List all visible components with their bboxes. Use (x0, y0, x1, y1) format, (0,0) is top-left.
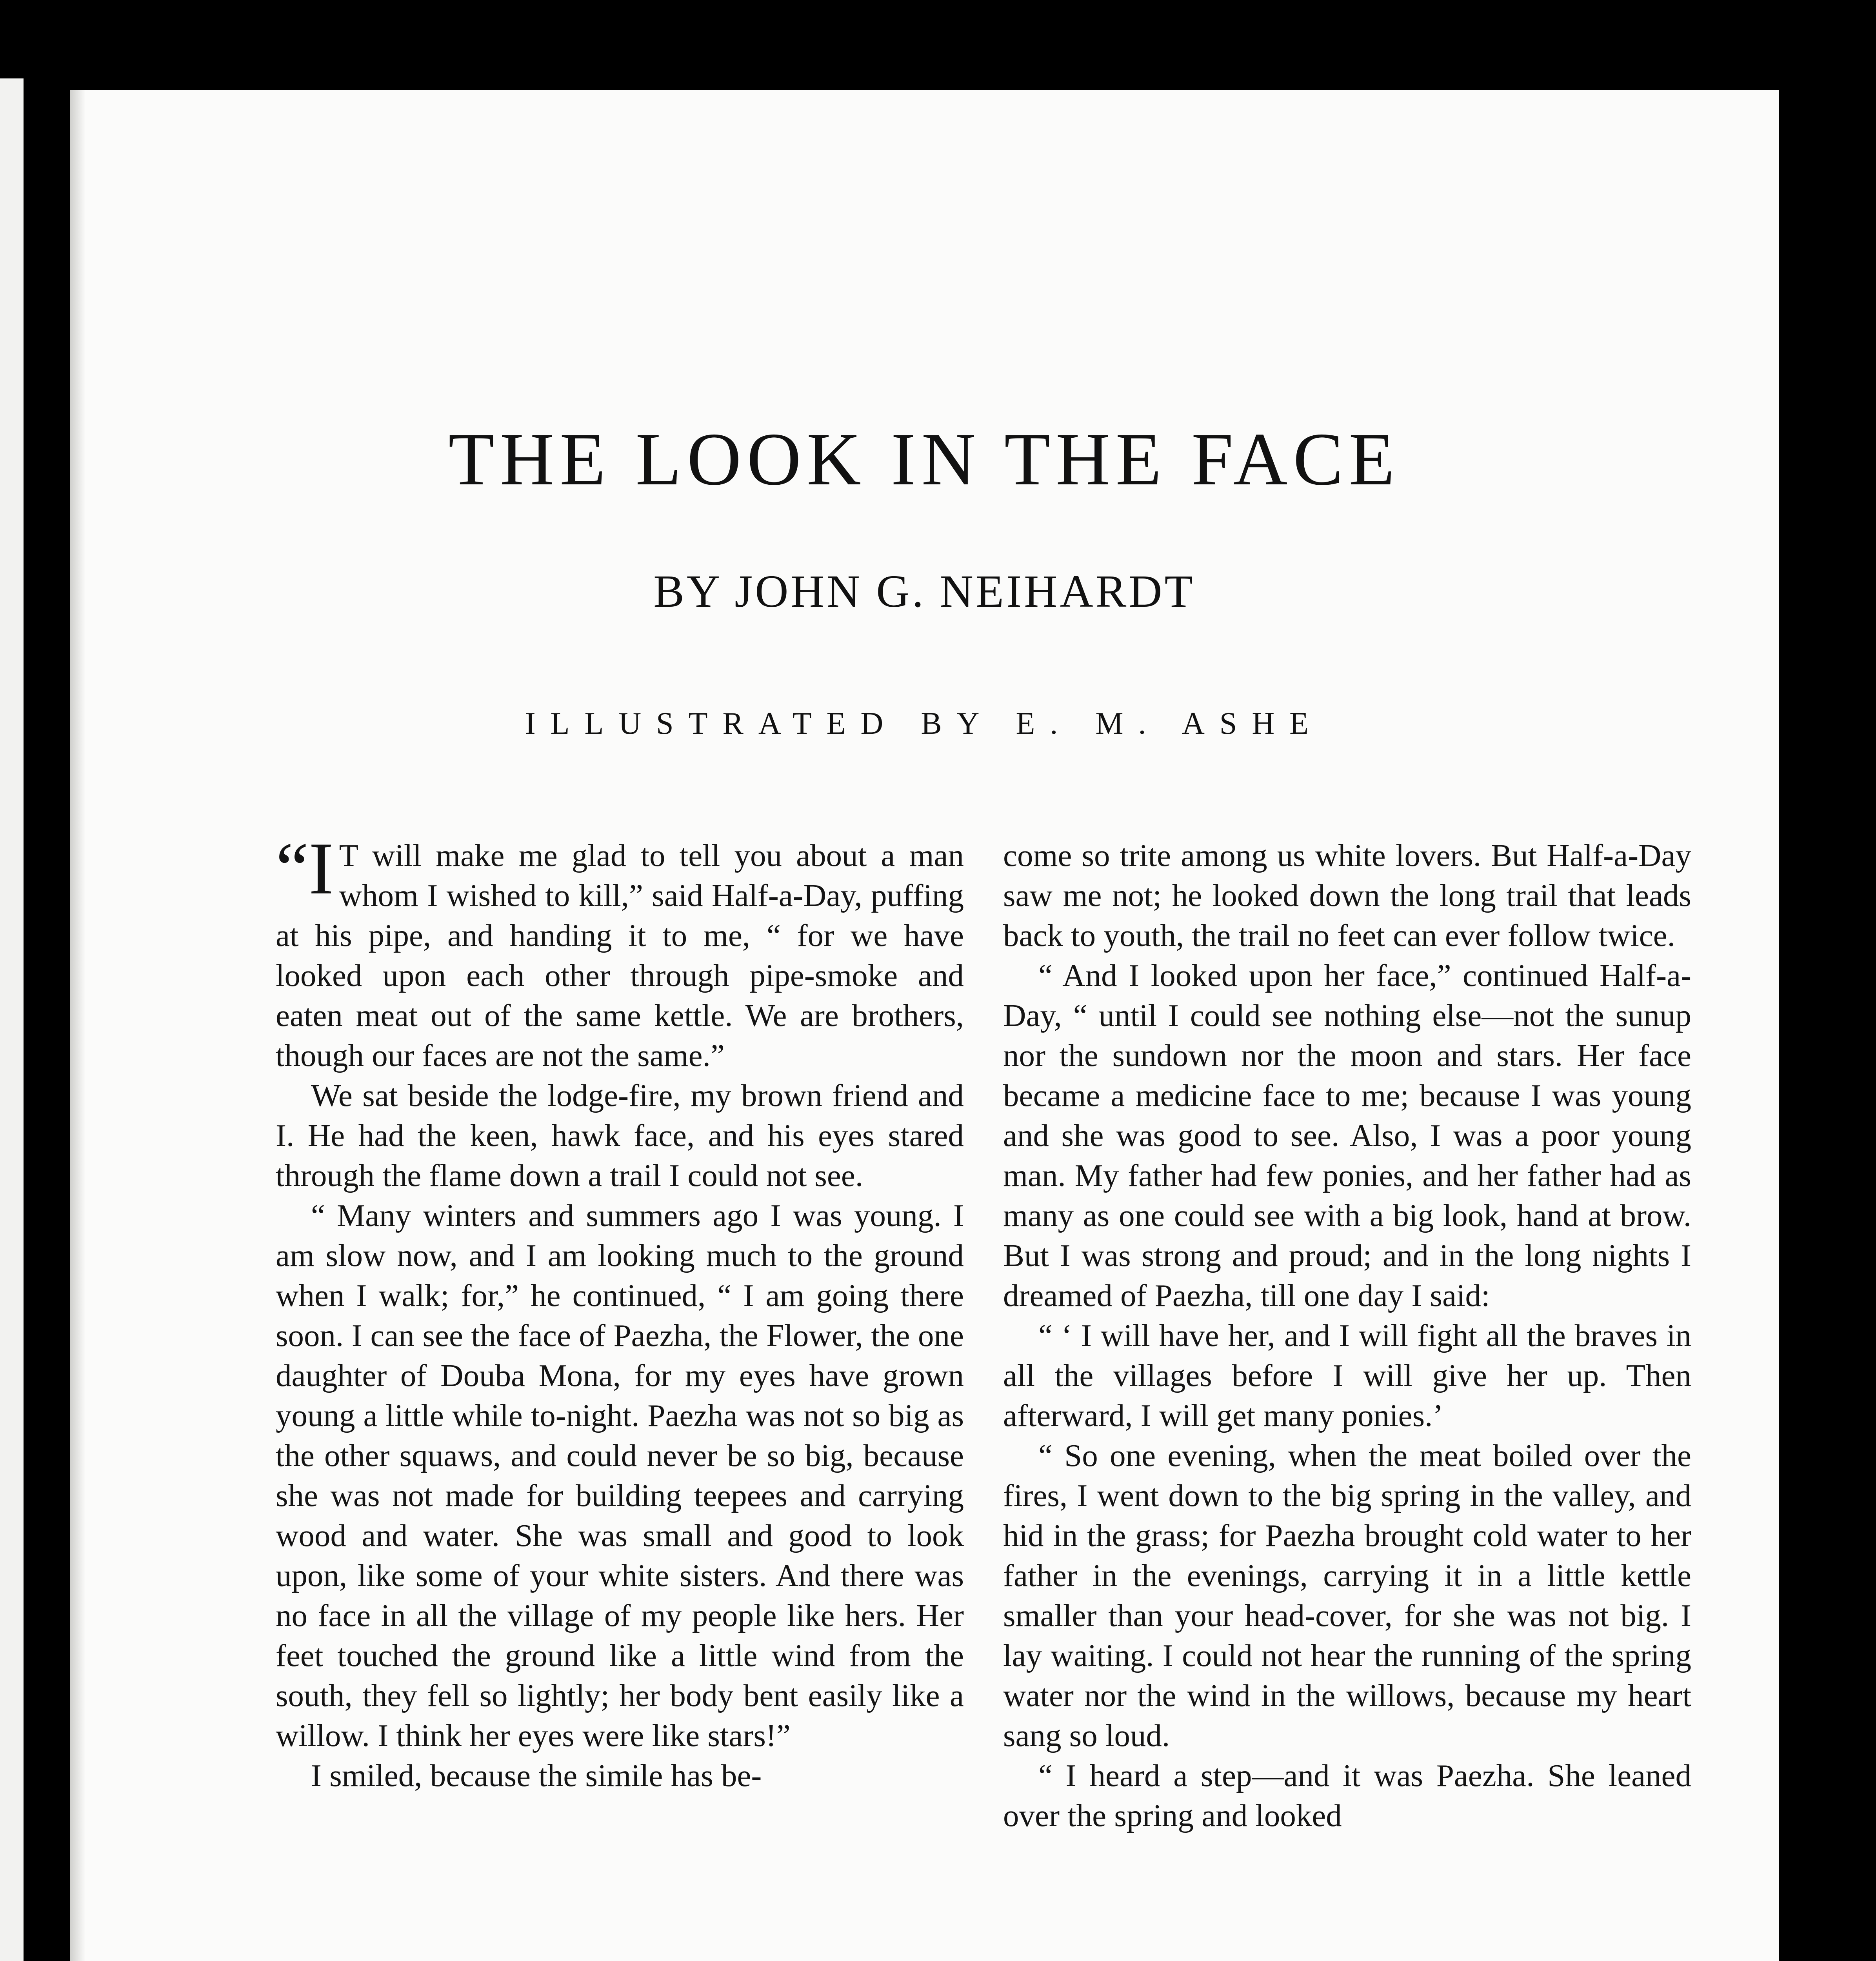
magazine-page (70, 90, 1779, 1961)
adjacent-page-edge (0, 78, 24, 1961)
drop-cap: “I (276, 828, 334, 910)
paragraph: “ I heard a step—and it was Paezha. She leaned over the spring and looked (1003, 1758, 1691, 1833)
paragraph: “ So one evening, when the meat boiled over the fires, I went down to the big spring in the valley, and hid in the grass; for Paezha brought cold water to her father in the evenings, carrying it in a little kettle smaller than your head-cover, for she was not big. I lay waiting. I could not hear the running of the spring water nor the wind in the willows, because my heart sang so loud. (1003, 1438, 1691, 1753)
paragraph: “ And I looked upon her face,” continued Half-a-Day, “ until I could see nothing else—not the sunup nor the sundown nor the moon and stars. Her face became a medicine face to me; because I was young and she was good to see. Also, I was a poor young man. My father had few ponies, and her father had as many as one could see with a big look, hand at brow. But I was strong and proud; and in the long nights I dreamed of Paezha, till one day I said: (1003, 958, 1691, 1313)
paragraph-text: T will make me glad to tell you about a man whom I wished to kill,” said Half-a-Day, puffing at his pipe, and handing it to me, “ for we have looked upon each other through pipe-smoke and eaten meat out of the same kettle. We are brothers, though our faces are not the same.” (276, 838, 964, 1073)
paragraph: come so trite among us white lovers. But Half-a-Day saw me not; he looked down the long trail that leads back to youth, the trail no feet can ever follow twice. (1003, 838, 1691, 953)
paragraph: We sat beside the lodge-fire, my brown friend and I. He had the keen, hawk face, and his eyes stared through the flame down a trail I could not see. (276, 1078, 964, 1193)
paragraph: “ ‘ I will have her, and I will fight all the braves in all the villages before I will give her up. Then afterward, I will get many ponies.’ (1003, 1318, 1691, 1433)
body-column-left (276, 828, 964, 1795)
paragraph (276, 828, 964, 1075)
illustrator-credit: ILLUSTRATED BY E. M. ASHE (525, 706, 1323, 741)
body-column-right (1003, 835, 1691, 1835)
paragraph: I smiled, because the simile has be- (311, 1758, 762, 1793)
article-title: THE LOOK IN THE FACE (448, 417, 1400, 501)
author-byline: BY JOHN G. NEIHARDT (653, 566, 1195, 617)
paragraph: “ Many winters and summers ago I was young. I am slow now, and I am looking much to the ground when I walk; for,” he continued, “ I am going there soon. I can see the face of Paezha, the Flower, the one daughter of Douba Mona, for my eyes have grown young a little while to-night. Paezha was not so big as the other squaws, and could never be so big, because she was not made for building teepees and carrying wood and water. She was small and good to look upon, like some of your white sisters. And there was no face in all the village of my people like hers. Her feet touched the ground like a little wind from the south, they fell so lightly; her body bent easily like a willow. I think her eyes were like stars!” (276, 1198, 964, 1753)
page-gutter-shadow (70, 90, 85, 1961)
